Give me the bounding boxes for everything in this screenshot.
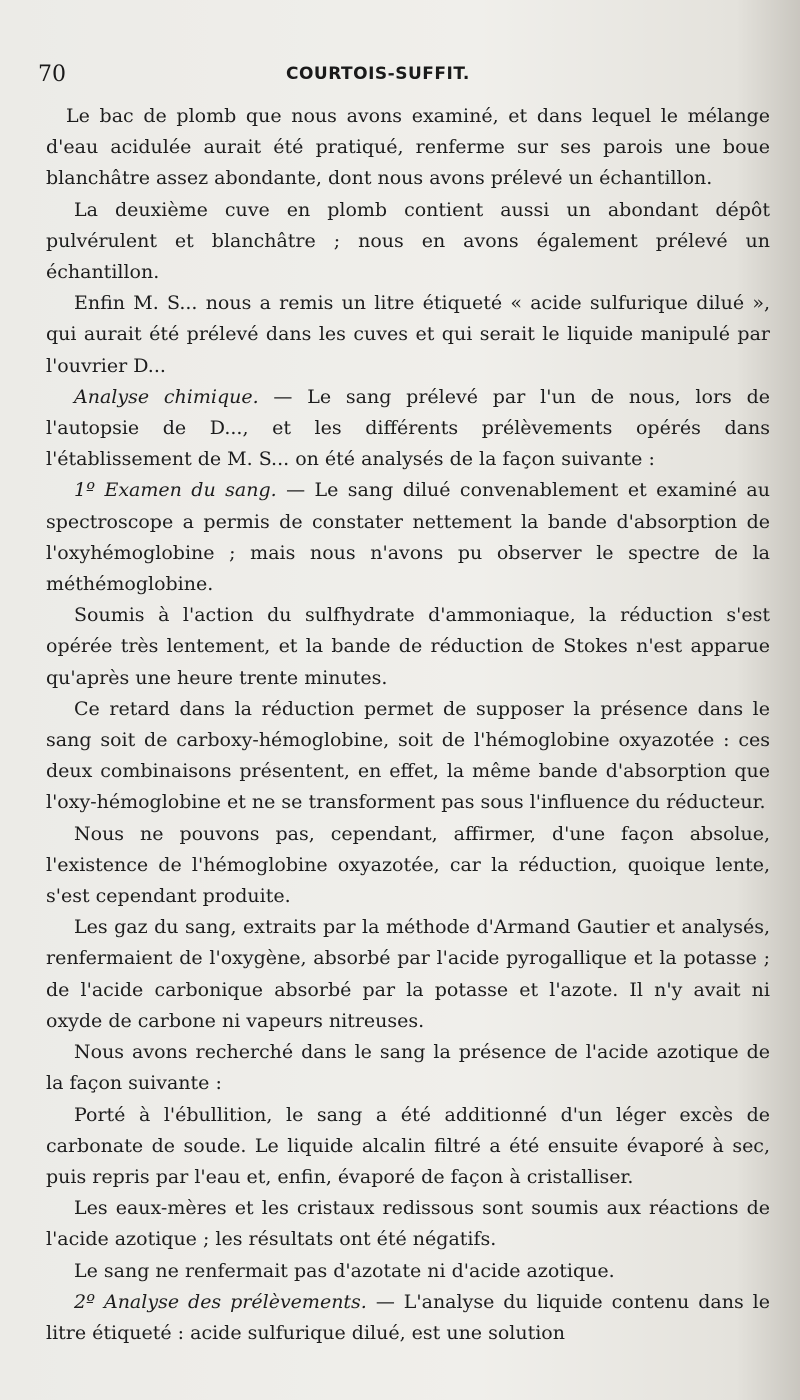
page-header bbox=[38, 62, 758, 98]
paragraph bbox=[46, 101, 770, 195]
running-head: COURTOIS-SUFFIT. bbox=[286, 64, 470, 84]
paragraph bbox=[46, 475, 770, 600]
paragraph-text: Enfin M. S... nous a remis un litre étiqueté « acide sulfurique dilué », qui aurait été prélevé dans les cuves et qui serait le liquide manipulé par l'ouvrier D... bbox=[46, 292, 770, 377]
paragraph-text: — Le sang dilué convenablement et examiné au spectroscope a permis de constater nettement la bande d'absorption de l'oxyhémoglobine ; mais nous n'avons pu observer le spectre de la méthémoglobine. bbox=[46, 479, 770, 596]
paragraph-text: Le sang ne renfermait pas d'azotate ni d'acide azotique. bbox=[74, 1259, 615, 1282]
paragraph bbox=[46, 1100, 770, 1194]
paragraph-text: Le bac de plomb que nous avons examiné, et dans lequel le mélange d'eau acidulée aurait été pratiqué, renferme sur ses parois une boue blanchâtre assez abondante, dont nous avons prélevé un échantillon. bbox=[46, 105, 770, 190]
paragraph-text: Les gaz du sang, extraits par la méthode d'Armand Gautier et analysés, renfermaient de l'oxygène, absorbé par l'acide pyrogallique et la potasse ; de l'acide carbonique absorbé par la potasse et l'azote. Il n'y avait ni oxyde de carbone ni vapeurs nitreuses. bbox=[46, 916, 770, 1032]
paragraph-text: — Le sang prélevé par l'un de nous, lors de l'autopsie de D..., et les différents prélèvements opérés dans l'établissement de M. S... on été analysés de la façon suivante : bbox=[46, 385, 770, 471]
paragraph-text: — L'analyse du liquide contenu dans le litre étiqueté : acide sulfurique dilué, est une solution bbox=[46, 1290, 770, 1344]
paragraph bbox=[46, 1256, 770, 1287]
page-number: 70 bbox=[38, 62, 66, 87]
section-heading-examen-du-sang: 1º Examen du sang. bbox=[74, 479, 277, 502]
paragraph-text: Ce retard dans la réduction permet de supposer la présence dans le sang soit de carboxy-hémoglobine, soit de l'hémoglobine oxyazotée : ces deux combinaisons présentent, en effet, la même bande d'absorption que l'oxy-hémoglobine et ne se transforment pas sous l'influence du réducteur. bbox=[46, 697, 770, 814]
paragraph bbox=[46, 819, 770, 913]
paragraph bbox=[46, 382, 770, 476]
paragraph-text: Les eaux-mères et les cristaux redissous sont soumis aux réactions de l'acide azotique ; les résultats ont été négatifs. bbox=[46, 1197, 770, 1251]
paragraph bbox=[46, 1193, 770, 1255]
paragraph bbox=[46, 1287, 770, 1349]
paragraph-text: Porté à l'ébullition, le sang a été additionné d'un léger excès de carbonate de soude. Le liquide alcalin filtré a été ensuite évaporé à sec, puis repris par l'eau et, enfin, évaporé de façon à cristalliser. bbox=[46, 1103, 770, 1188]
body-text bbox=[46, 101, 770, 1349]
paragraph-text: La deuxième cuve en plomb contient aussi un abondant dépôt pulvérulent et blanchâtre ; nous en avons également prélevé un échantillon. bbox=[46, 198, 770, 284]
paragraph bbox=[46, 912, 770, 1037]
paragraph-text: Soumis à l'action du sulfhydrate d'ammoniaque, la réduction s'est opérée très lentement, et la bande de réduction de Stokes n'est apparue qu'après une heure trente minutes. bbox=[46, 604, 770, 689]
section-heading-analyse-des-prelevements: 2º Analyse des prélèvements. bbox=[74, 1290, 367, 1313]
paragraph bbox=[46, 1037, 770, 1099]
section-heading-analyse-chimique: Analyse chimique. bbox=[74, 385, 259, 408]
paragraph bbox=[46, 600, 770, 694]
paragraph bbox=[46, 288, 770, 382]
paragraph-text: Nous ne pouvons pas, cependant, affirmer, d'une façon absolue, l'existence de l'hémoglobine oxyazotée, car la réduction, quoique lente, s'est cependant produite. bbox=[46, 822, 770, 908]
paragraph-text: Nous avons recherché dans le sang la présence de l'acide azotique de la façon suivante : bbox=[46, 1041, 770, 1095]
paragraph bbox=[46, 694, 770, 819]
paragraph bbox=[46, 195, 770, 289]
